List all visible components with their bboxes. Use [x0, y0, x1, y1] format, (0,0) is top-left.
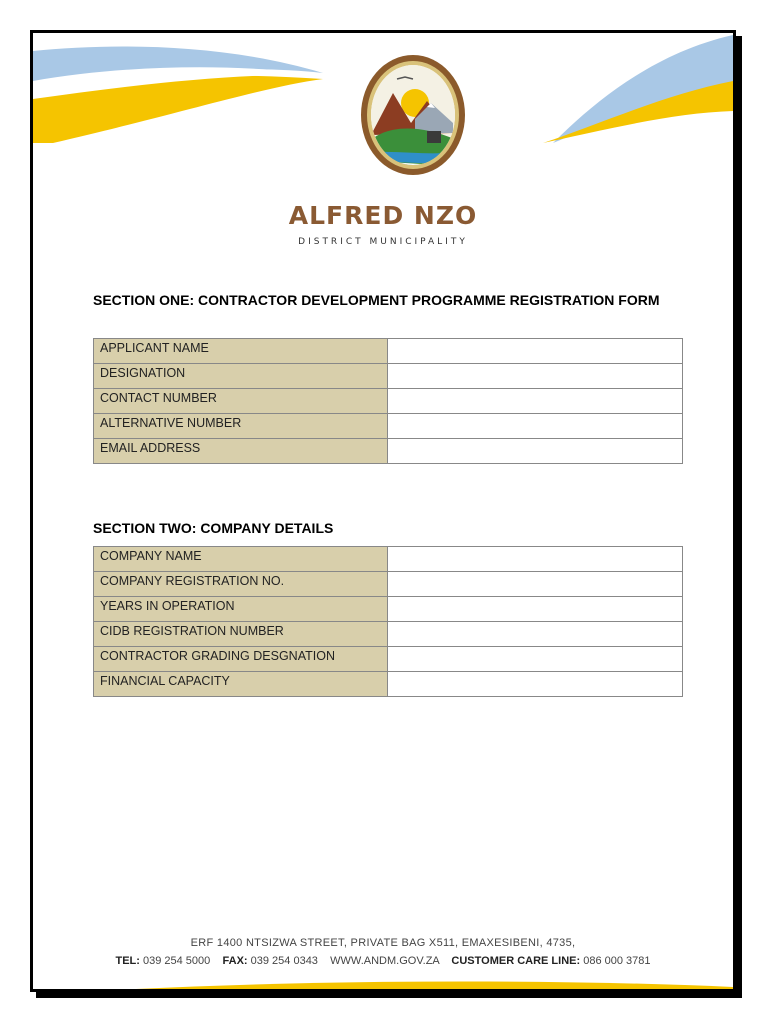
company-registration-field[interactable] — [388, 572, 683, 597]
table-row — [94, 364, 683, 389]
row-label: YEARS IN OPERATION — [94, 597, 388, 622]
row-label: EMAIL ADDRESS — [94, 439, 388, 464]
footer-swoosh — [33, 973, 733, 992]
table-row — [94, 572, 683, 597]
row-label: APPLICANT NAME — [94, 339, 388, 364]
row-label: ALTERNATIVE NUMBER — [94, 414, 388, 439]
brand-subtitle: DISTRICT MUNICIPALITY — [298, 237, 468, 247]
contact-number-field[interactable] — [388, 389, 683, 414]
table-row — [94, 389, 683, 414]
customer-care-label: CUSTOMER CARE LINE: — [451, 955, 581, 967]
grading-designation-field[interactable] — [388, 647, 683, 672]
document-page — [30, 30, 736, 992]
table-row — [94, 414, 683, 439]
company-name-field[interactable] — [388, 547, 683, 572]
header-swoosh-right — [503, 33, 733, 143]
section-two-table — [93, 546, 683, 697]
section-two-title: SECTION TWO: COMPANY DETAILS — [93, 520, 334, 536]
table-row — [94, 547, 683, 572]
years-in-operation-field[interactable] — [388, 597, 683, 622]
municipality-logo — [353, 53, 473, 203]
row-label: CONTRACTOR GRADING DESGNATION — [94, 647, 388, 672]
fax-label: FAX: — [222, 955, 248, 967]
table-row — [94, 622, 683, 647]
website-link[interactable]: WWW.ANDM.GOV.ZA — [330, 955, 440, 967]
cidb-registration-field[interactable] — [388, 622, 683, 647]
row-label: FINANCIAL CAPACITY — [94, 672, 388, 697]
row-label: COMPANY NAME — [94, 547, 388, 572]
header-swoosh-left — [33, 33, 333, 143]
customer-care-number: 086 000 3781 — [583, 955, 651, 967]
tel-number: 039 254 5000 — [142, 955, 211, 967]
tel-label: TEL: — [115, 955, 140, 967]
email-address-field[interactable] — [388, 439, 683, 464]
brand-name: ALFRED NZO — [288, 201, 478, 230]
table-row — [94, 339, 683, 364]
row-label: COMPANY REGISTRATION NO. — [94, 572, 388, 597]
footer-address: ERF 1400 NTSIZWA STREET, PRIVATE BAG X511, EMAXESIBENI, 4735, — [190, 937, 576, 949]
section-one-table — [93, 338, 683, 464]
section-one-title: SECTION ONE: CONTRACTOR DEVELOPMENT PROGRAMME REGISTRATION FORM — [93, 292, 660, 308]
table-row — [94, 647, 683, 672]
footer-contacts — [33, 955, 733, 967]
row-label: DESIGNATION — [94, 364, 388, 389]
fax-number: 039 254 0343 — [250, 955, 318, 967]
row-label: CONTACT NUMBER — [94, 389, 388, 414]
row-label: CIDB REGISTRATION NUMBER — [94, 622, 388, 647]
table-row — [94, 439, 683, 464]
alternative-number-field[interactable] — [388, 414, 683, 439]
table-row — [94, 597, 683, 622]
table-row — [94, 672, 683, 697]
applicant-name-field[interactable] — [388, 339, 683, 364]
financial-capacity-field[interactable] — [388, 672, 683, 697]
designation-field[interactable] — [388, 364, 683, 389]
